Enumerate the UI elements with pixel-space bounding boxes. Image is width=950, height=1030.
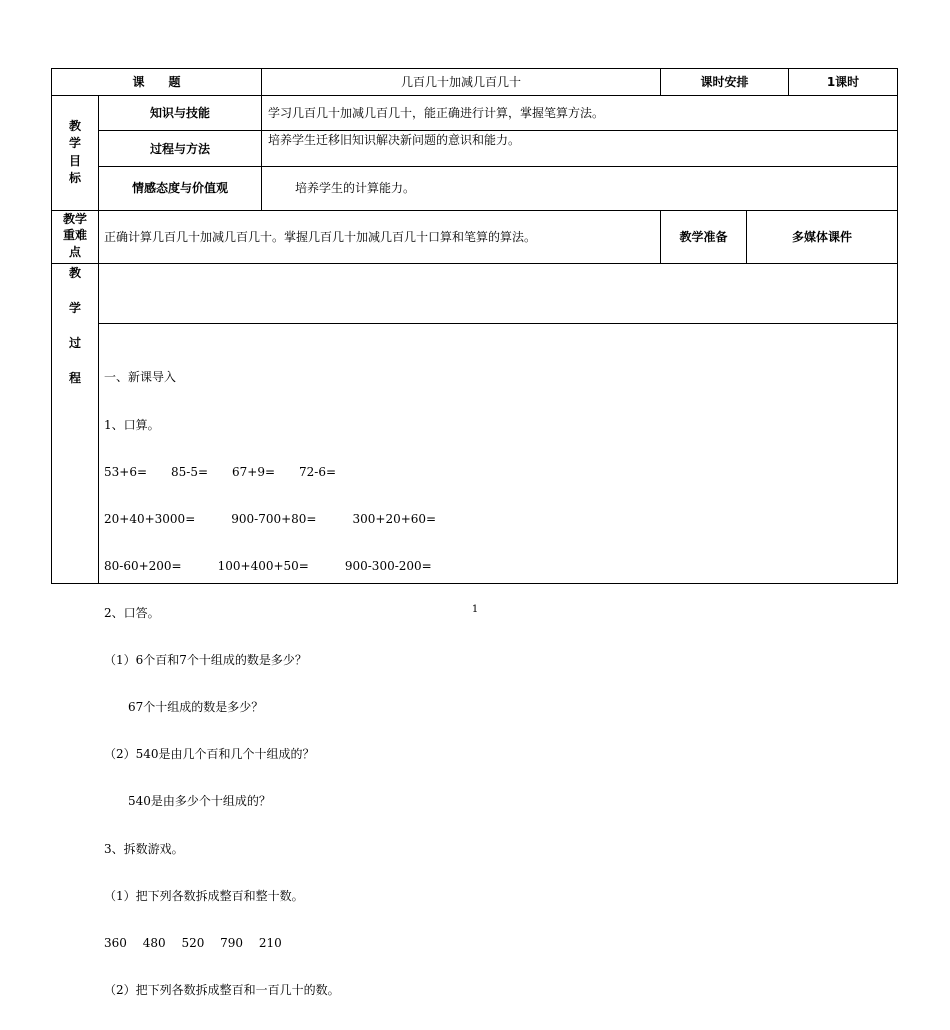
emotion-value: 培养学生的计算能力。 <box>295 181 416 195</box>
keypoints-value: 正确计算几百几十加减几百几十。掌握几百几十加减几百几十口算和笔算的算法。 <box>104 230 537 244</box>
process-line: 1、口算。 <box>104 417 160 432</box>
process-line: 2、口答。 <box>104 605 160 620</box>
process-line: （1）把下列各数拆成整百和整十数。 <box>104 888 304 903</box>
process-label-3: 过 <box>68 336 81 350</box>
process-label-2: 学 <box>68 301 81 315</box>
process-line: 53+6= 85-5= 67+9= 72-6= <box>104 464 337 479</box>
process-line: 一、新课导入 <box>104 370 177 385</box>
prep-value: 多媒体课件 <box>791 230 852 244</box>
process-top-cell <box>98 263 898 324</box>
objectives-label-3: 目 <box>68 154 81 168</box>
process-label-4: 程 <box>68 371 81 385</box>
process-line: 3、拆数游戏。 <box>104 841 184 856</box>
keypoints-label-2: 重难 <box>62 228 87 242</box>
schedule-label: 课时安排 <box>700 75 749 89</box>
objectives-label-2: 学 <box>68 136 81 150</box>
keypoints-label-3: 点 <box>68 245 81 259</box>
topic-label: 课 题 <box>132 75 181 89</box>
prep-label: 教学准备 <box>679 230 728 244</box>
process-content <box>104 339 436 1030</box>
process-line: 360 480 520 790 210 <box>104 935 282 950</box>
process-line: 80-60+200= 100+400+50= 900-300-200= <box>104 558 432 573</box>
process-method-value: 培养学生迁移旧知识解决新问题的意识和能力。 <box>268 133 521 147</box>
objectives-label-cell <box>51 95 99 211</box>
objectives-label-4: 标 <box>68 171 81 185</box>
process-line: 540是由多少个十组成的？ <box>104 794 271 809</box>
objectives-label-1: 教 <box>68 119 81 133</box>
schedule-value: 1课时 <box>826 75 860 89</box>
emotion-label: 情感态度与价值观 <box>131 181 228 195</box>
page-number: 1 <box>471 604 479 615</box>
process-line: 20+40+3000= 900-700+80= 300+20+60= <box>104 511 437 526</box>
topic-value: 几百几十加减几百几十 <box>400 75 521 89</box>
process-line: 67个十组成的数是多少？ <box>104 700 264 715</box>
process-label-1: 教 <box>68 266 81 280</box>
knowledge-value: 学习几百几十加减几百几十，能正确进行计算，掌握笔算方法。 <box>268 106 605 120</box>
keypoints-label-1: 教学 <box>62 212 87 226</box>
process-line: （1）6个百和7个十组成的数是多少？ <box>104 653 307 668</box>
process-method-label: 过程与方法 <box>149 142 210 156</box>
process-line: （2）540是由几个百和几个十组成的？ <box>104 747 315 762</box>
knowledge-label: 知识与技能 <box>149 106 210 120</box>
process-line: （2）把下列各数拆成整百和一百几十的数。 <box>104 982 340 997</box>
